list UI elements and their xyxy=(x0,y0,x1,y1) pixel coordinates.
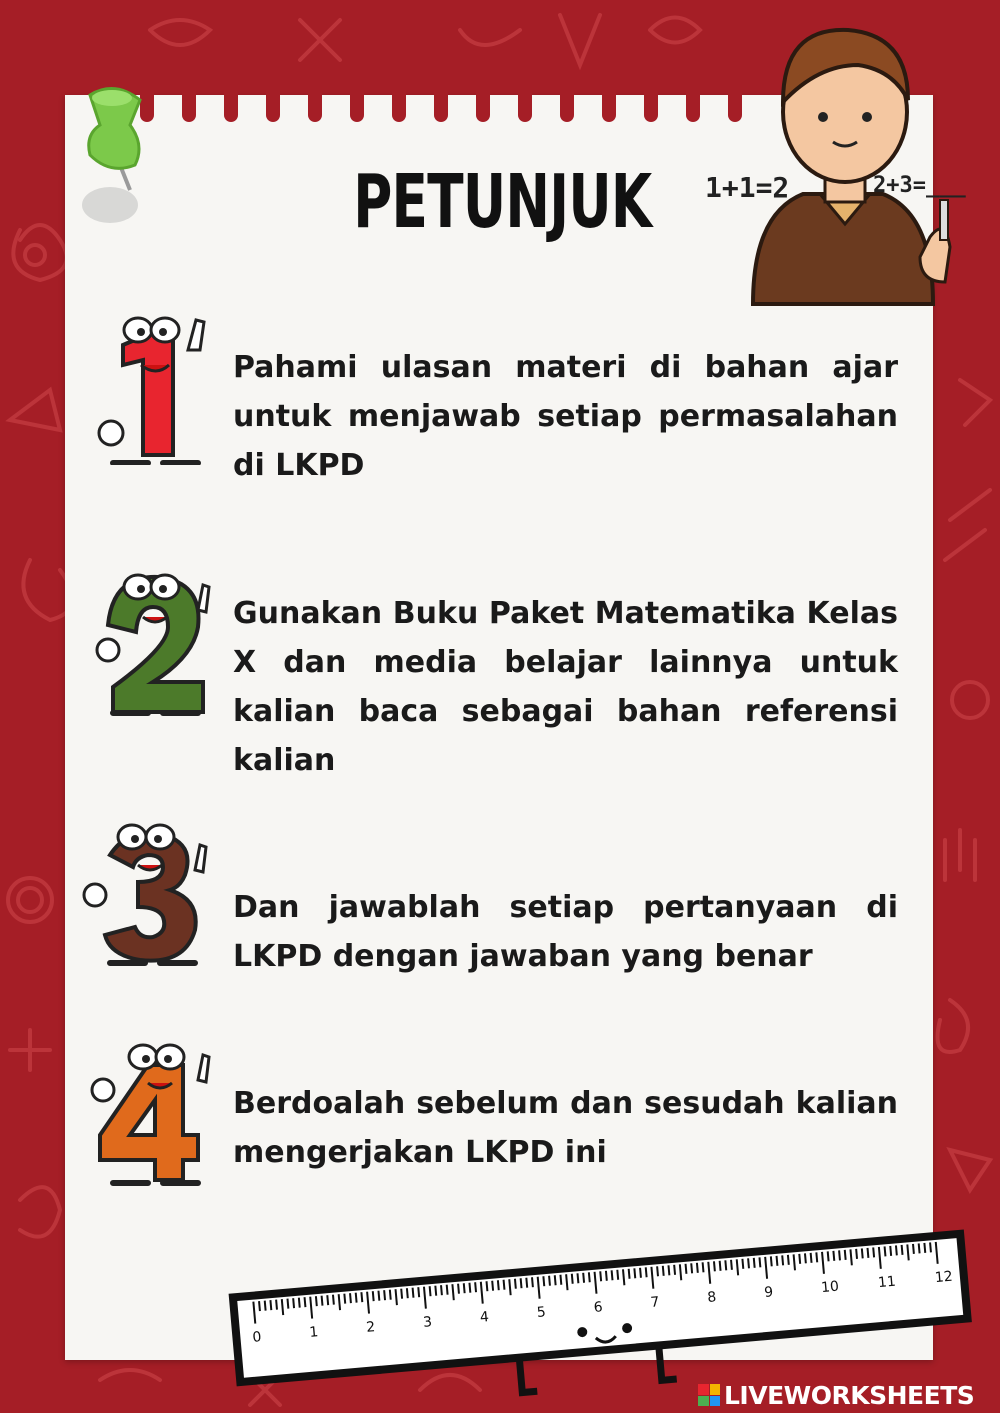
board-equation-1: 1+1=2 xyxy=(705,171,790,204)
ruler-tick xyxy=(885,1246,886,1256)
ruler-tick xyxy=(373,1291,374,1301)
ruler-tick xyxy=(930,1242,931,1252)
number-two-character xyxy=(93,565,223,725)
ruler-tick xyxy=(799,1254,800,1264)
ruler-tick xyxy=(896,1245,897,1255)
ruler-tick xyxy=(617,1270,618,1280)
ruler-tick xyxy=(919,1243,920,1253)
ruler-tick xyxy=(902,1245,903,1255)
ruler-tick xyxy=(737,1259,738,1275)
ruler-tick xyxy=(629,1269,630,1279)
ruler-tick xyxy=(384,1290,385,1300)
ruler-tick-label: 1 xyxy=(308,1324,319,1341)
ruler-tick xyxy=(560,1275,561,1285)
ruler-tick xyxy=(686,1264,687,1274)
ruler-tick-label: 0 xyxy=(251,1329,263,1346)
ruler-tick xyxy=(259,1301,260,1311)
ruler-tick xyxy=(805,1253,806,1263)
ruler-tick xyxy=(623,1269,624,1285)
step-4-text: Berdoalah sebelum dan sesudah kalian mengerjakan LKPD ini xyxy=(233,1086,898,1170)
ruler-tick xyxy=(856,1249,857,1259)
ruler-tick xyxy=(390,1290,391,1300)
ruler-tick xyxy=(521,1278,522,1288)
ruler-tick-label: 9 xyxy=(763,1284,774,1302)
ruler-tick xyxy=(464,1283,465,1293)
ruler-tick xyxy=(924,1243,925,1253)
ruler-tick xyxy=(668,1265,669,1275)
ruler-illustration xyxy=(225,1215,985,1405)
ruler-tick xyxy=(759,1257,760,1267)
ruler-tick xyxy=(714,1261,715,1271)
ruler-tick xyxy=(754,1258,755,1268)
ruler-tick xyxy=(287,1299,288,1309)
ruler-tick xyxy=(361,1292,362,1302)
ruler-tick xyxy=(731,1260,732,1270)
ruler-tick-label: 7 xyxy=(649,1294,661,1311)
ruler-tick xyxy=(339,1294,340,1310)
ruler-tick xyxy=(640,1268,641,1278)
ruler-tick xyxy=(333,1295,334,1305)
liveworksheets-watermark xyxy=(698,1378,974,1412)
ruler-tick xyxy=(322,1296,323,1306)
ruler-tick xyxy=(839,1250,840,1260)
ruler-tick xyxy=(657,1266,658,1276)
ruler-tick xyxy=(862,1248,863,1258)
ruler-tick xyxy=(447,1285,448,1295)
ruler-tick xyxy=(401,1289,402,1299)
ruler-tick xyxy=(469,1283,470,1293)
ruler-tick xyxy=(583,1273,584,1283)
ruler-tick xyxy=(555,1275,556,1285)
ruler-tick xyxy=(600,1271,601,1281)
ruler-tick xyxy=(850,1249,851,1265)
ruler-tick xyxy=(344,1294,345,1304)
ruler-tick xyxy=(305,1297,306,1307)
ruler-tick xyxy=(873,1247,874,1257)
ruler-tick xyxy=(509,1279,510,1295)
ruler-tick xyxy=(566,1274,567,1290)
ruler-tick xyxy=(828,1251,829,1261)
ruler-tick xyxy=(606,1271,607,1281)
push-pin-icon xyxy=(70,80,160,230)
ruler-tick xyxy=(720,1261,721,1271)
ruler-tick xyxy=(487,1281,488,1291)
step-1-text: Pahami ulasan materi di bahan ajar untuk menjawab setiap permasalahan di LKPD xyxy=(233,350,898,483)
ruler-tick xyxy=(356,1293,357,1303)
ruler-tick xyxy=(282,1299,283,1315)
ruler-tick-label: 12 xyxy=(934,1268,954,1287)
ruler-tick xyxy=(913,1244,914,1254)
ruler-tick xyxy=(794,1254,795,1270)
ruler-tick xyxy=(572,1274,573,1284)
ruler-tick xyxy=(742,1259,743,1269)
ruler-tick-label: 4 xyxy=(479,1309,490,1326)
ruler-tick xyxy=(441,1285,442,1295)
ruler-tick xyxy=(299,1298,300,1308)
board-equation-2: 2+3=___ xyxy=(873,173,966,198)
ruler-tick xyxy=(492,1281,493,1291)
ruler-tick xyxy=(378,1291,379,1301)
ruler-tick xyxy=(646,1267,647,1277)
ruler-tick xyxy=(703,1262,704,1272)
ruler-tick xyxy=(270,1300,271,1310)
ruler-tick xyxy=(543,1276,544,1286)
ruler-tick xyxy=(890,1246,891,1256)
ruler-tick xyxy=(907,1244,908,1260)
watermark-text: LIVEWORKSHEETS xyxy=(724,1380,975,1410)
ruler-tick xyxy=(845,1250,846,1260)
number-four-character xyxy=(88,1035,218,1195)
ruler-tick xyxy=(777,1256,778,1266)
ruler-tick xyxy=(788,1255,789,1265)
ruler-tick xyxy=(549,1276,550,1286)
ruler-tick xyxy=(811,1253,812,1263)
ruler-tick xyxy=(634,1268,635,1278)
ruler-tick xyxy=(680,1264,681,1280)
ruler-tick xyxy=(816,1252,817,1262)
ruler-tick-label: 3 xyxy=(422,1314,433,1331)
liveworksheets-logo-icon xyxy=(698,1384,720,1406)
ruler-tick xyxy=(350,1293,351,1303)
ruler-tick xyxy=(526,1278,527,1288)
teacher-illustration xyxy=(705,22,995,312)
ruler-tick xyxy=(475,1282,476,1292)
ruler-tick xyxy=(515,1279,516,1289)
ruler-tick xyxy=(276,1300,277,1310)
ruler-tick xyxy=(316,1296,317,1306)
ruler-tick xyxy=(327,1295,328,1305)
number-three-character xyxy=(80,815,210,975)
ruler-tick xyxy=(413,1288,414,1298)
ruler-tick xyxy=(532,1277,533,1287)
ruler-tick xyxy=(265,1301,266,1311)
ruler-tick-label: 10 xyxy=(820,1278,840,1297)
ruler-tick xyxy=(293,1298,294,1308)
ruler-tick xyxy=(868,1248,869,1258)
step-2-text: Gunakan Buku Paket Matematika Kelas X dan media belajar lainnya untuk kalian baca sebagai bahan referensi kalian xyxy=(233,596,898,778)
ruler-tick xyxy=(396,1289,397,1305)
ruler-tick xyxy=(498,1280,499,1290)
ruler-tick xyxy=(663,1266,664,1276)
ruler-tick xyxy=(612,1270,613,1280)
ruler-tick xyxy=(691,1263,692,1273)
ruler-tick xyxy=(452,1284,453,1300)
ruler-tick xyxy=(589,1272,590,1282)
ruler-tick xyxy=(407,1288,408,1298)
step-3-text: Dan jawablah setiap pertanyaan di LKPD dengan jawaban yang benar xyxy=(233,890,898,974)
ruler-tick xyxy=(748,1258,749,1268)
ruler-tick-label: 5 xyxy=(536,1304,547,1321)
ruler-tick xyxy=(674,1265,675,1275)
ruler-tick xyxy=(418,1287,419,1297)
ruler-tick xyxy=(771,1256,772,1266)
ruler-tick-label: 2 xyxy=(365,1319,376,1336)
ruler-tick xyxy=(782,1255,783,1265)
ruler-tick-label: 8 xyxy=(706,1289,718,1307)
ruler-tick xyxy=(458,1284,459,1294)
ruler-tick-label: 11 xyxy=(877,1273,897,1292)
ruler-tick xyxy=(697,1263,698,1273)
ruler-tick xyxy=(725,1260,726,1270)
number-one-character xyxy=(93,305,223,465)
ruler-tick xyxy=(435,1286,436,1296)
ruler-tick-label: 6 xyxy=(593,1299,604,1316)
ruler-tick xyxy=(833,1251,834,1261)
ruler-tick xyxy=(430,1286,431,1296)
page-title: PETUNJUK xyxy=(353,159,652,245)
ruler-tick xyxy=(504,1280,505,1290)
ruler-tick xyxy=(578,1273,579,1283)
